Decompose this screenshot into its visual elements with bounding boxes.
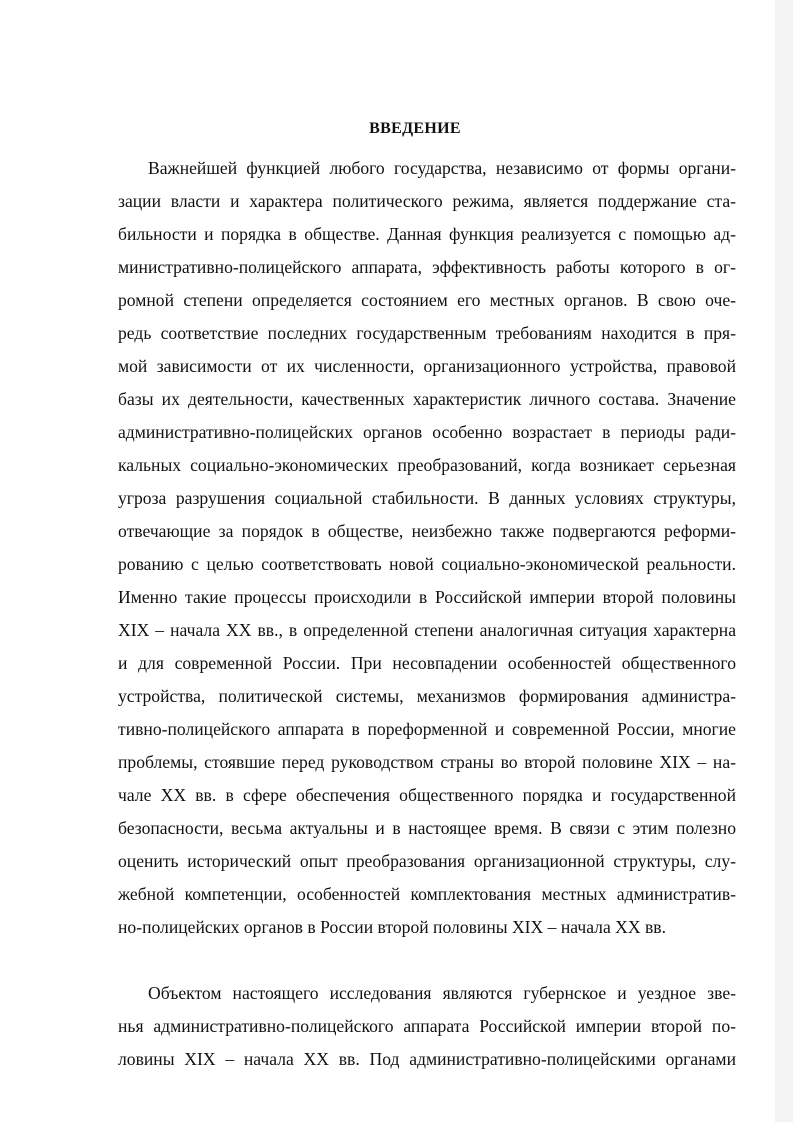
- text-line: Объектом настоящего исследования являются губернское и уездное зве-: [148, 983, 736, 1003]
- text-line: административно-полицейских органов особенно возрастает в периоды ради-: [118, 422, 736, 442]
- text-line: мой зависимости от их численности, организационного устройства, правовой: [118, 356, 736, 376]
- text-line: бильности и порядка в обществе. Данная функция реализуется с помощью ад-: [118, 224, 736, 244]
- text-line: жебной компетенции, особенностей комплектования местных административ-: [118, 884, 736, 904]
- text-line: и для современной России. При несовпадении особенностей общественного: [118, 653, 736, 673]
- text-line: проблемы, стоявшие перед руководством страны во второй половине XIX – на-: [118, 752, 736, 772]
- text-line: устройства, политической системы, механизмов формирования администра-: [118, 686, 736, 706]
- text-line: рованию с целью соответствовать новой социально-экономической реальности.: [118, 554, 736, 574]
- text-line: Именно такие процессы происходили в Российской империи второй половины: [118, 587, 736, 607]
- text-line: базы их деятельности, качественных характеристик личного состава. Значение: [118, 389, 736, 409]
- text-line: кальных социально-экономических преобразований, когда возникает серьезная: [118, 455, 736, 475]
- text-line: зации власти и характера политического режима, является поддержание ста-: [118, 191, 736, 211]
- text-line: но-полицейских органов в России второй половины XIX – начала XX вв.: [118, 917, 666, 937]
- text-line: угроза разрушения социальной стабильности. В данных условиях структуры,: [118, 488, 736, 508]
- page-heading: ВВЕДЕНИЕ: [369, 120, 461, 137]
- text-line: XIX – начала XX вв., в определенной степени аналогичная ситуация характерна: [118, 620, 736, 640]
- scan-edge-shadow: [775, 0, 793, 1122]
- text-line: ромной степени определяется состоянием его местных органов. В свою оче-: [118, 290, 736, 310]
- text-line: чале XX вв. в сфере обеспечения общественного порядка и государственной: [118, 785, 736, 805]
- text-line: ловины XIX – начала XX вв. Под административно-полицейскими органами: [118, 1049, 736, 1069]
- text-line: редь соответствие последних государственным требованиям находится в пря-: [118, 323, 736, 343]
- text-line: отвечающие за порядок в обществе, неизбежно также подвергаются реформи-: [118, 521, 736, 541]
- text-line: безопасности, весьма актуальны и в настоящее время. В связи с этим полезно: [118, 818, 736, 838]
- text-line: Важнейшей функцией любого государства, независимо от формы органи-: [148, 158, 736, 178]
- text-line: оценить исторический опыт преобразования организационной структуры, слу-: [118, 851, 736, 871]
- text-line: министративно-полицейского аппарата, эффективность работы которого в ог-: [118, 257, 736, 277]
- text-line: нья административно-полицейского аппарата Российской империи второй по-: [118, 1016, 736, 1036]
- text-line: тивно-полицейского аппарата в пореформенной и современной России, многие: [118, 719, 736, 739]
